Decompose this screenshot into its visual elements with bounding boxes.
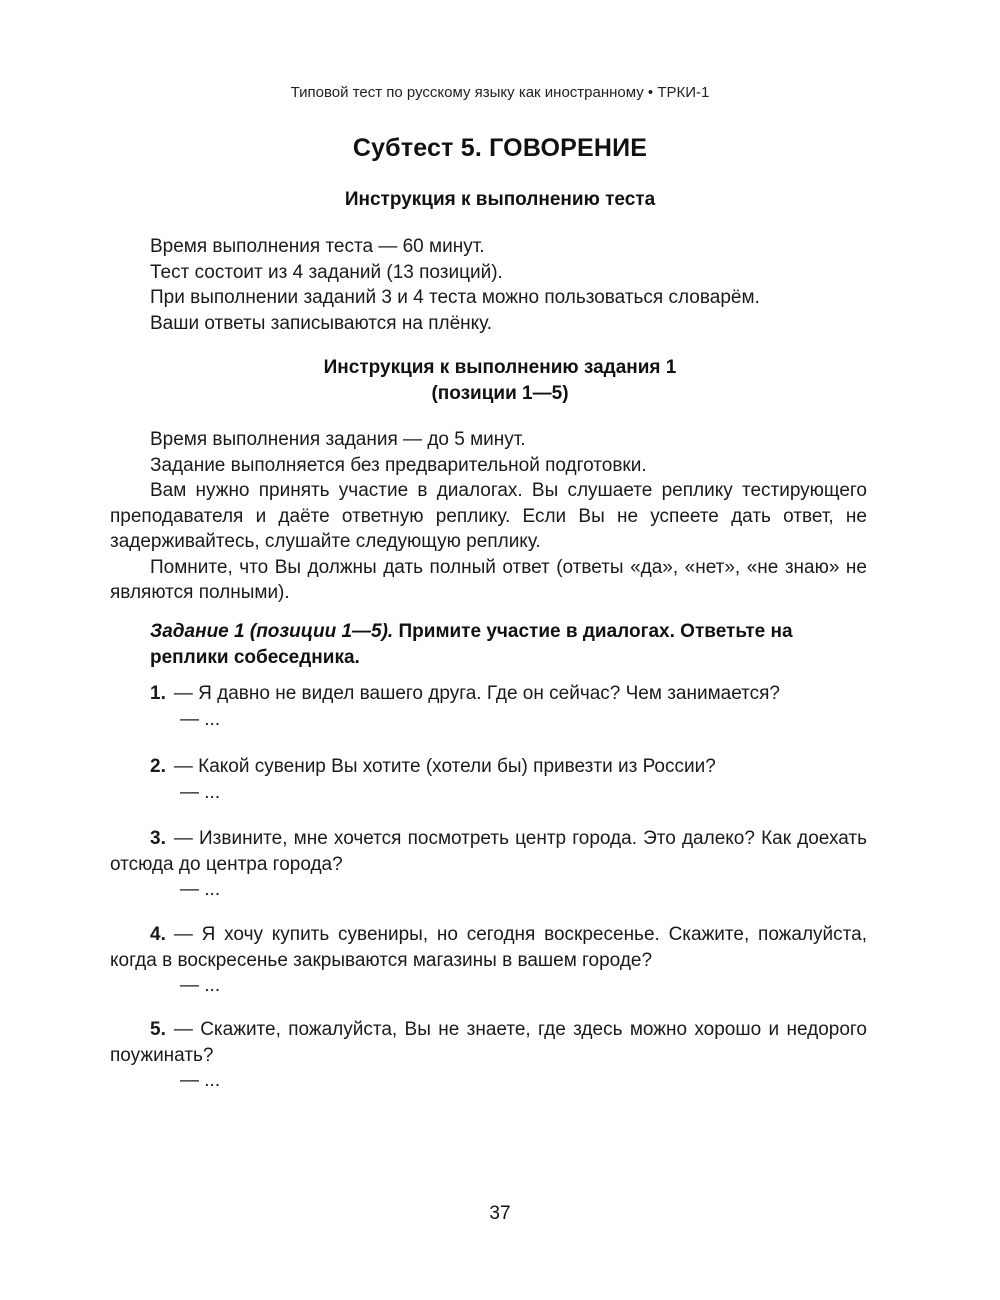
item-answer: — ... — [180, 975, 221, 996]
task1-heading-line1: Инструкция к выполнению задания 1 — [323, 357, 677, 378]
test-instructions-heading: Инструкция к выполнению теста — [344, 189, 656, 210]
task1-text: Примите участие в диалогах. Ответьте на реплики собеседника. — [150, 621, 793, 668]
item-number: 5. — [150, 1019, 166, 1040]
dialogue-item-4 — [110, 922, 867, 999]
instruction-line: При выполнении заданий 3 и 4 теста можно пользоваться словарём. — [150, 287, 760, 308]
dialogue-item-2 — [110, 754, 867, 805]
item-number: 3. — [150, 828, 166, 849]
instruction-line: Ваши ответы записываются на плёнку. — [150, 312, 493, 334]
task1-label: Задание 1 (позиции 1—5). — [150, 621, 394, 642]
task1-instructions-heading — [0, 355, 1000, 407]
dialogue-item-1 — [110, 681, 867, 732]
item-answer: — ... — [180, 708, 221, 730]
instruction-paragraph: Время выполнения задания — до 5 минут. — [150, 429, 526, 450]
dialogue-item-5 — [110, 1017, 867, 1094]
item-question: — Какой сувенир Вы хотите (хотели бы) привезти из России? — [173, 756, 716, 777]
task1-statement — [150, 619, 867, 671]
item-number: 1. — [150, 683, 166, 704]
page-title: Субтест 5. ГОВОРЕНИЕ — [352, 134, 648, 162]
instruction-paragraph: Вам нужно принять участие в диалогах. Вы слушаете реплику тестирующего преподавателя и даёте ответную реплику. Если Вы не успеете дать ответ, не задерживайтесь, слушайте следующую реплику. — [110, 480, 867, 552]
item-question: — Извините, мне хочется посмотреть центр города. Это далеко? Как доехать отсюда до центра города? — [110, 828, 867, 875]
dialogue-item-3 — [110, 826, 867, 903]
instruction-paragraph: Задание выполняется без предварительной подготовки. — [150, 454, 647, 476]
page-number: 37 — [489, 1203, 511, 1224]
item-question: — Скажите, пожалуйста, Вы не знаете, где здесь можно хорошо и недорого поужинать? — [110, 1019, 867, 1066]
running-header: Типовой тест по русскому языку как иностранному • ТРКИ-1 — [290, 84, 710, 101]
item-number: 4. — [150, 924, 166, 945]
task1-heading-line2: (позиции 1—5) — [431, 383, 569, 404]
item-question: — Я хочу купить сувениры, но сегодня воскресенье. Скажите, пожалуйста, когда в воскресенье закрываются магазины в вашем городе? — [110, 924, 867, 971]
instruction-line: Время выполнения теста — 60 минут. — [150, 236, 485, 257]
item-answer: — ... — [180, 1070, 221, 1091]
item-answer: — ... — [180, 879, 221, 900]
instruction-line: Тест состоит из 4 заданий (13 позиций). — [150, 261, 503, 283]
item-number: 2. — [150, 756, 166, 777]
test-instructions-body — [110, 234, 867, 336]
task1-instructions-body — [110, 427, 867, 606]
item-question: — Я давно не видел вашего друга. Где он сейчас? Чем занимается? — [173, 683, 780, 704]
item-answer: — ... — [180, 781, 221, 803]
instruction-paragraph: Помните, что Вы должны дать полный ответ (ответы «да», «нет», «не знаю» не являются полными). — [110, 556, 867, 603]
